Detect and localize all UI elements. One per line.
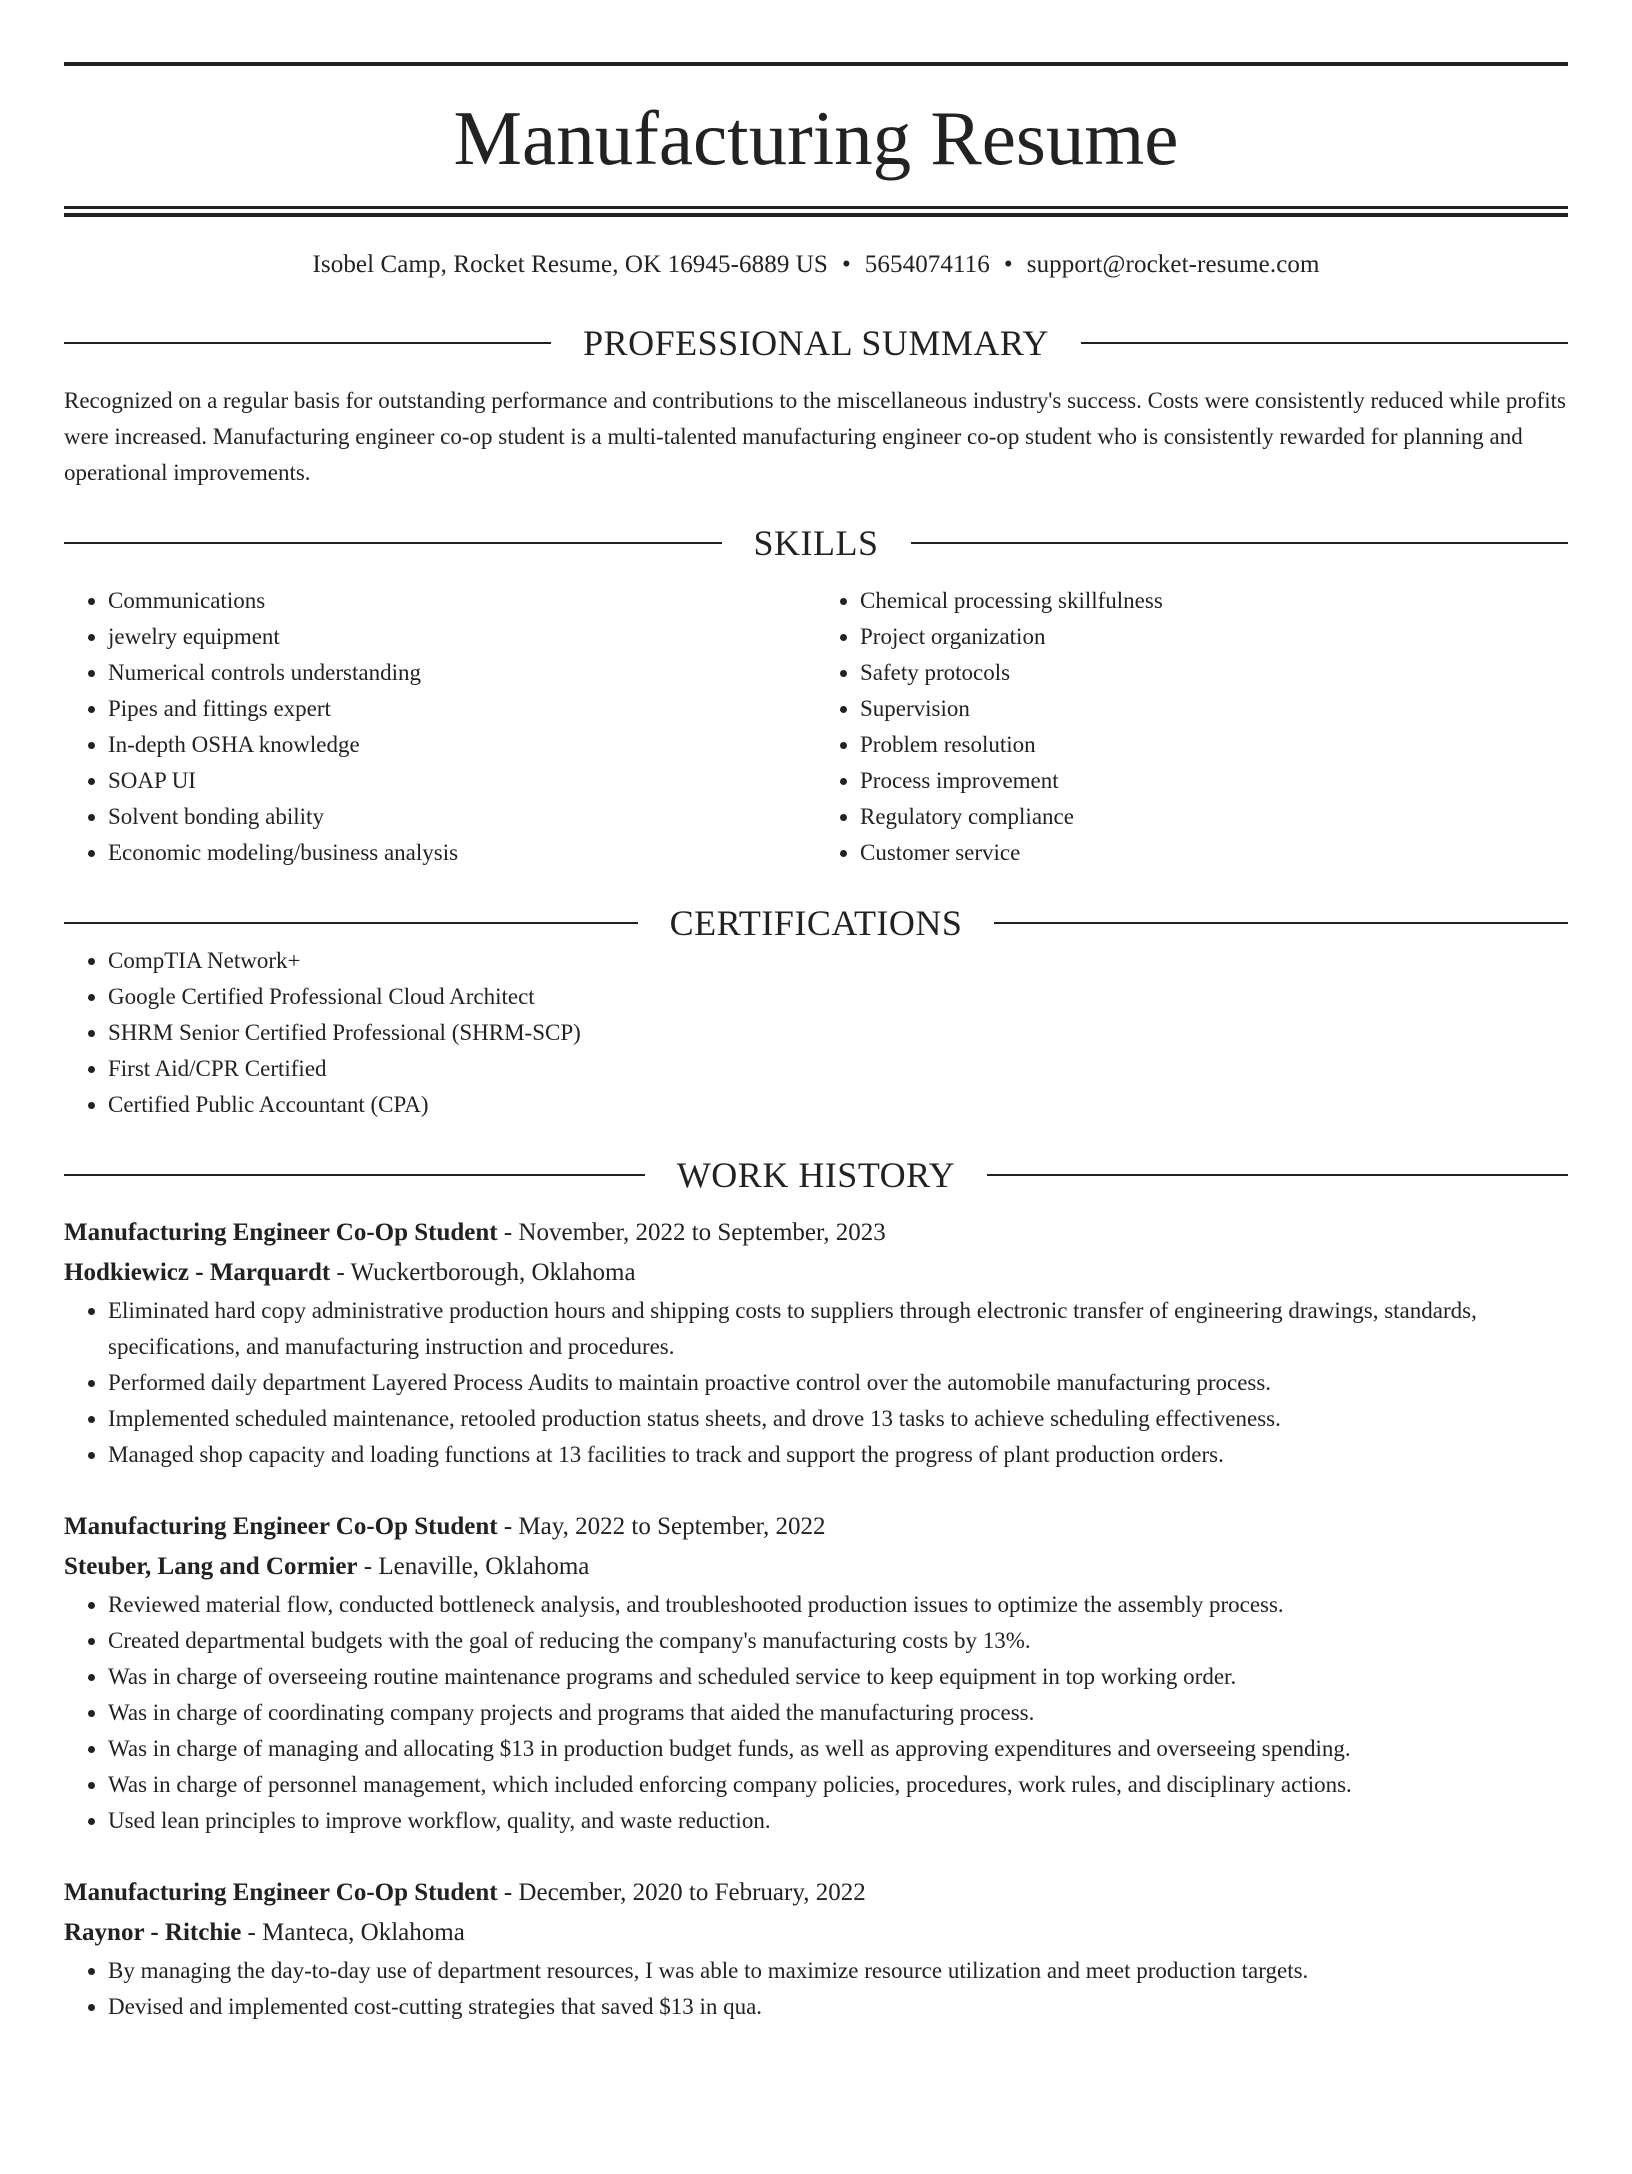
summary-text: Recognized on a regular basis for outstanding performance and contributions to the miscellaneous industry's success. Costs were consistently reduced while profits were increased. Manufacturing engineer co-op student is a multi-talented manufacturing engineer co-op student who is consistently rewarded for planning and operational improvements. [64,388,1566,485]
job-bullet: • Performed daily department Layered Process Audits to maintain proactive control over the automobile manufacturing process. [108,1365,1568,1401]
certification-item: • First Aid/CPR Certified [108,1051,1568,1087]
job-title-line [64,1213,1568,1253]
section-rule [64,542,722,544]
skill-item: • Regulatory compliance [860,799,1568,835]
work-history-section-header [64,1155,1568,1195]
job-dates: - December, 2020 to February, 2022 [497,1879,866,1906]
certification-item: • SHRM Senior Certified Professional (SHRM-SCP) [108,1015,1568,1051]
certification-item: • CompTIA Network+ [108,943,1568,979]
section-rule [987,1174,1568,1176]
contact-line [64,251,1568,291]
skill-item: • Chemical processing skillfulness [860,583,1568,619]
summary-heading: PROFESSIONAL SUMMARY [583,323,1049,363]
certifications-heading: CERTIFICATIONS [669,903,963,943]
job-bullet: • Was in charge of coordinating company projects and programs that aided the manufacturing process. [108,1695,1568,1731]
contact-address: Isobel Camp, Rocket Resume, OK 16945-6889 US [312,251,828,278]
contact-phone: 5654074116 [864,251,990,278]
job-role: Manufacturing Engineer Co-Op Student [64,1879,498,1906]
skill-item: • SOAP UI [108,763,816,799]
skill-item: • Process improvement [860,763,1568,799]
job-dates: - November, 2022 to September, 2023 [497,1219,886,1246]
summary-section-header [64,323,1568,363]
section-rule [64,1174,645,1176]
job-company: Steuber, Lang and Cormier [64,1553,358,1580]
certifications-list [64,943,1568,1123]
skills-section-header [64,523,1568,563]
skill-item: • Safety protocols [860,655,1568,691]
job-role: Manufacturing Engineer Co-Op Student [64,1513,498,1540]
skill-item: • Customer service [860,835,1568,871]
skill-item: • Solvent bonding ability [108,799,816,835]
title-double-rule [64,206,1568,217]
skill-item: • jewelry equipment [108,619,816,655]
job-entry [64,1213,1568,1473]
job-dates: - May, 2022 to September, 2022 [497,1513,826,1540]
job-role: Manufacturing Engineer Co-Op Student [64,1219,498,1246]
resume-title: Manufacturing Resume [453,95,1179,181]
contact-email: support@rocket-resume.com [1026,251,1320,278]
skill-item: • Project organization [860,619,1568,655]
job-company-line [64,1253,1568,1293]
job-company-line [64,1547,1568,1587]
resume-page [0,62,1632,2174]
section-rule [1081,342,1568,344]
skill-item: • In-depth OSHA knowledge [108,727,816,763]
job-title-line [64,1507,1568,1547]
skill-item: • Communications [108,583,816,619]
top-rule [64,62,1568,66]
job-bullets [64,1293,1568,1473]
work-history-heading: WORK HISTORY [676,1155,956,1195]
skills-heading: SKILLS [753,523,879,563]
skill-item: • Problem resolution [860,727,1568,763]
contact-separator: • [841,251,851,278]
job-company: Raynor - Ritchie [64,1919,242,1946]
skill-item: • Economic modeling/business analysis [108,835,816,871]
job-bullet: • Devised and implemented cost-cutting strategies that saved $13 in qua. [108,1989,1568,2025]
job-bullet: • Created departmental budgets with the goal of reducing the company's manufacturing costs by 13%. [108,1623,1568,1659]
section-rule [994,922,1568,924]
skill-item: • Numerical controls understanding [108,655,816,691]
job-company: Hodkiewicz - Marquardt [64,1259,331,1286]
job-location: - Manteca, Oklahoma [241,1919,465,1946]
section-rule [911,542,1569,544]
job-bullet: • Implemented scheduled maintenance, retooled production status sheets, and drove 13 tasks to achieve scheduling effectiveness. [108,1401,1568,1437]
job-entry [64,1507,1568,1839]
job-bullet: • Managed shop capacity and loading functions at 13 facilities to track and support the progress of plant production orders. [108,1437,1568,1473]
job-bullet: • Was in charge of personnel management, which included enforcing company policies, procedures, work rules, and disciplinary actions. [108,1767,1568,1803]
job-bullets [64,1953,1568,2025]
section-rule [64,922,638,924]
job-entry [64,1873,1568,2025]
job-bullet: • Used lean principles to improve workflow, quality, and waste reduction. [108,1803,1568,1839]
job-location: - Lenaville, Oklahoma [357,1553,590,1580]
job-bullets [64,1587,1568,1839]
skills-grid [64,583,1568,871]
job-bullet: • Eliminated hard copy administrative production hours and shipping costs to suppliers through electronic transfer of engineering drawings, standards, specifications, and manufacturing instruction and procedures. [108,1293,1568,1365]
job-location: - Wuckertborough, Oklahoma [330,1259,636,1286]
job-company-line [64,1913,1568,1953]
contact-separator: • [1003,251,1013,278]
certification-item: • Google Certified Professional Cloud Architect [108,979,1568,1015]
job-title-line [64,1873,1568,1913]
certifications-section-header [64,903,1568,943]
job-bullet: • By managing the day-to-day use of department resources, I was able to maximize resource utilization and meet production targets. [108,1953,1568,1989]
skills-list-right [816,583,1568,871]
job-bullet: • Was in charge of managing and allocating $13 in production budget funds, as well as approving expenditures and overseeing spending. [108,1731,1568,1767]
skill-item: • Pipes and fittings expert [108,691,816,727]
skill-item: • Supervision [860,691,1568,727]
job-bullet: • Was in charge of overseeing routine maintenance programs and scheduled service to keep equipment in top working order. [108,1659,1568,1695]
job-bullet: • Reviewed material flow, conducted bottleneck analysis, and troubleshooted production issues to optimize the assembly process. [108,1587,1568,1623]
certification-item: • Certified Public Accountant (CPA) [108,1087,1568,1123]
section-rule [64,342,551,344]
skills-list-left [64,583,816,871]
